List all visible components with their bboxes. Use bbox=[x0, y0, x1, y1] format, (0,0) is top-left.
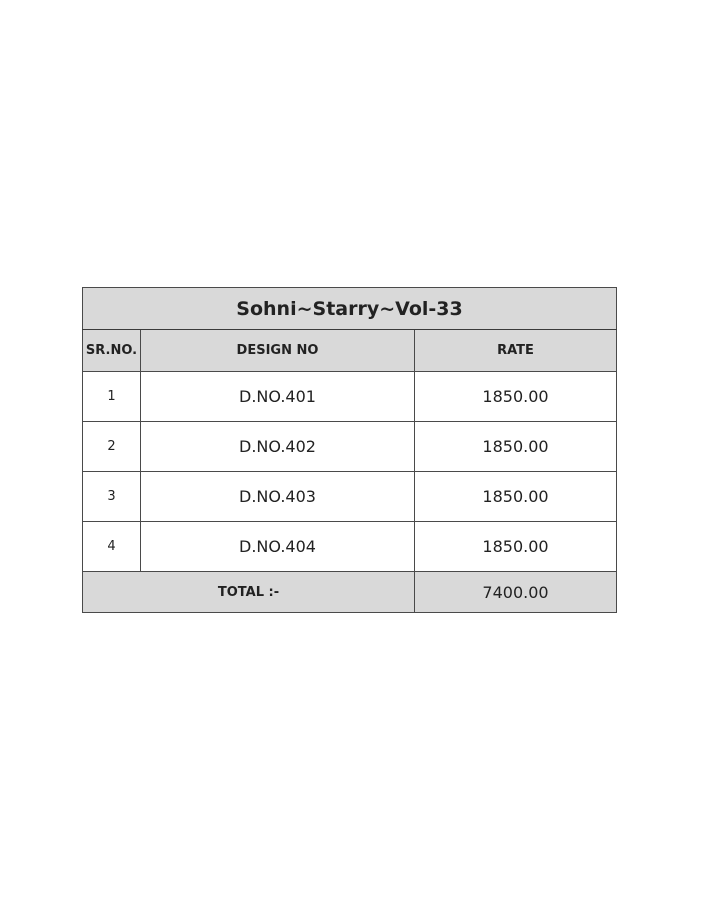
table-row bbox=[83, 472, 617, 522]
cell-rate: 1850.00 bbox=[415, 422, 617, 472]
table-title: Sohni~Starry~Vol-33 bbox=[83, 288, 617, 330]
total-value: 7400.00 bbox=[415, 572, 617, 613]
rate-table bbox=[82, 287, 617, 613]
header-design-no: DESIGN NO bbox=[141, 330, 415, 372]
cell-sr-no: 1 bbox=[83, 372, 141, 422]
cell-sr-no: 2 bbox=[83, 422, 141, 472]
header-rate: RATE bbox=[415, 330, 617, 372]
cell-sr-no: 3 bbox=[83, 472, 141, 522]
cell-design-no: D.NO.402 bbox=[141, 422, 415, 472]
cell-sr-no: 4 bbox=[83, 522, 141, 572]
cell-design-no: D.NO.404 bbox=[141, 522, 415, 572]
total-row bbox=[83, 572, 617, 613]
table-row bbox=[83, 422, 617, 472]
header-sr-no: SR.NO. bbox=[83, 330, 141, 372]
cell-rate: 1850.00 bbox=[415, 472, 617, 522]
cell-rate: 1850.00 bbox=[415, 372, 617, 422]
table-row bbox=[83, 372, 617, 422]
cell-rate: 1850.00 bbox=[415, 522, 617, 572]
header-row bbox=[83, 330, 617, 372]
cell-design-no: D.NO.401 bbox=[141, 372, 415, 422]
cell-design-no: D.NO.403 bbox=[141, 472, 415, 522]
table-row bbox=[83, 522, 617, 572]
total-label: TOTAL :- bbox=[83, 572, 415, 613]
